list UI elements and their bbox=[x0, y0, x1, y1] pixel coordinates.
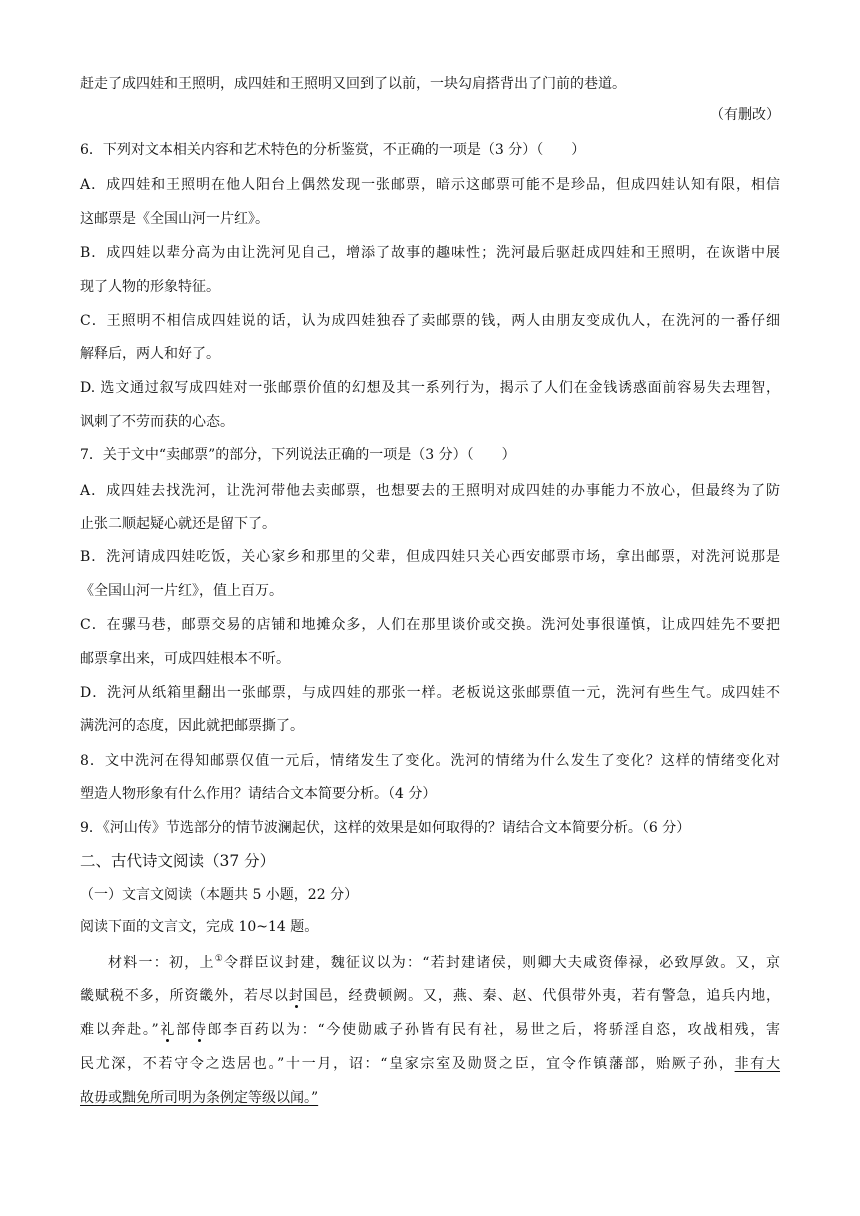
material-1-line-5 bbox=[80, 1088, 780, 1108]
material-1-line-2 bbox=[80, 986, 780, 1006]
material-1-line-4 bbox=[80, 1054, 780, 1074]
material-1-text: 难以奔赴。” bbox=[80, 1022, 159, 1038]
material-1-line-1 bbox=[108, 953, 780, 973]
subsection-classical-prose: （一）文言文阅读（本题共 5 小题，22 分） bbox=[80, 887, 359, 903]
q6-option-a-line-1: A．成四娃和王照明在他人阳台上偶然发现一张邮票，暗示这邮票可能不是珍品，但成四娃认知有限，相信 bbox=[80, 177, 780, 193]
material-1-text: 令群臣议封建，魏征议以为：“若封建诸侯，则卿大夫咸资俸禄，必致厚敛。又，京 bbox=[224, 955, 781, 971]
q6-option-b-line-1: B．成四娃以辈分高为由让洗河见自己，增添了故事的趣味性；洗河最后驱赶成四娃和王照明，在诙谐中展 bbox=[80, 245, 780, 261]
emphasis-dotted-char: 封 bbox=[288, 988, 304, 1004]
emphasis-dotted-char: 礼 bbox=[158, 1022, 177, 1038]
question-6-stem: 6．下列对文本相关内容和艺术特色的分析鉴赏，不正确的一项是（3 分）（ ） bbox=[80, 142, 586, 158]
material-1-text: 郎李百药以为：“今使勋戚子孙皆有民有社，易世之后，将骄淫自恣，攻战相残，害 bbox=[207, 1022, 781, 1038]
q6-option-c-line-1: C．王照明不相信成四娃说的话，认为成四娃独吞了卖邮票的钱，两人由朋友变成仇人，在洗河的一番仔细 bbox=[80, 313, 780, 329]
q7-option-b-line-2: 《全国山河一片红》，值上百万。 bbox=[80, 583, 283, 599]
story-ending-line: 赶走了成四娃和王照明，成四娃和王照明又回到了以前，一块勾肩搭背出了门前的巷道。 bbox=[80, 76, 626, 92]
q7-option-a-line-1: A．成四娃去找洗河，让洗河带他去卖邮票，也想要去的王照明对成四娃的办事能力不放心，但最终为了防 bbox=[80, 483, 780, 499]
question-7-stem: 7．关于文中“卖邮票”的部分，下列说法正确的一项是（3 分）（ ） bbox=[80, 447, 516, 463]
material-1-text: 国邑，经费顿阙。又，燕、秦、赵、代俱带外夷，若有警急，追兵内地， bbox=[303, 988, 781, 1004]
edited-note: （有删改） bbox=[710, 107, 780, 123]
question-8-line-2: 塑造人物形象有什么作用？请结合文本简要分析。（4 分） bbox=[80, 786, 437, 802]
q6-option-a-line-2: 这邮票是《全国山河一片红》。 bbox=[80, 211, 269, 227]
question-8-line-1: 8．文中洗河在得知邮票仅值一元后，情绪发生了变化。洗河的情绪为什么发生了变化？这样的情绪变化对 bbox=[80, 753, 780, 769]
q7-option-d-line-2: 满洗河的态度，因此就把邮票撕了。 bbox=[80, 718, 304, 734]
reading-instruction: 阅读下面的文言文，完成 10~14 题。 bbox=[80, 919, 319, 935]
material-1-text: 民尤深，不若守令之迭居也。”十一月，诏：“皇家宗室及勋贤之臣，宜令作镇藩部，贻厥子孙， bbox=[80, 1056, 735, 1072]
q6-option-c-line-2: 解释后，两人和好了。 bbox=[80, 346, 220, 362]
underlined-sentence: 非有大 bbox=[734, 1056, 781, 1072]
question-9: 9．《河山传》节选部分的情节波澜起伏，这样的效果是如何取得的？请结合文本简要分析。（6 分） bbox=[80, 820, 691, 836]
section-2-heading: 二、古代诗文阅读（37 分） bbox=[80, 852, 276, 870]
material-1-line-3 bbox=[80, 1020, 780, 1040]
material-1-text: 部 bbox=[176, 1022, 192, 1038]
q6-option-d-line-2: 讽刺了不劳而获的心态。 bbox=[80, 414, 234, 430]
q6-option-d-line-1: D. 选文通过叙写成四娃对一张邮票价值的幻想及其一系列行为，揭示了人们在金钱诱惑面前容易失去理智， bbox=[80, 380, 780, 396]
material-1-text: 材料一：初，上 bbox=[108, 955, 215, 971]
q6-option-b-line-2: 现了人物的形象特征。 bbox=[80, 279, 220, 295]
q7-option-d-line-1: D．洗河从纸箱里翻出一张邮票，与成四娃的那张一样。老板说这张邮票值一元，洗河有些生气。成四娃不 bbox=[80, 685, 780, 701]
underlined-sentence: 故毋或黜免所司明为条例定等级以闻。” bbox=[80, 1090, 319, 1106]
footnote-mark: ① bbox=[214, 954, 225, 964]
material-1-text: 畿赋税不多，所资畿外，若尽以 bbox=[80, 988, 289, 1004]
q7-option-a-line-2: 止张二顺起疑心就还是留下了。 bbox=[80, 516, 276, 532]
q7-option-b-line-1: B．洗河请成四娃吃饭，关心家乡和那里的父辈，但成四娃只关心西安邮票市场，拿出邮票，对洗河说那是 bbox=[80, 549, 780, 565]
q7-option-c-line-1: C．在骡马巷，邮票交易的店铺和地摊众多，人们在那里谈价或交换。洗河处事很谨慎，让成四娃先不要把 bbox=[80, 617, 780, 633]
q7-option-c-line-2: 邮票拿出来，可成四娃根本不听。 bbox=[80, 651, 290, 667]
emphasis-dotted-char: 侍 bbox=[191, 1022, 208, 1038]
